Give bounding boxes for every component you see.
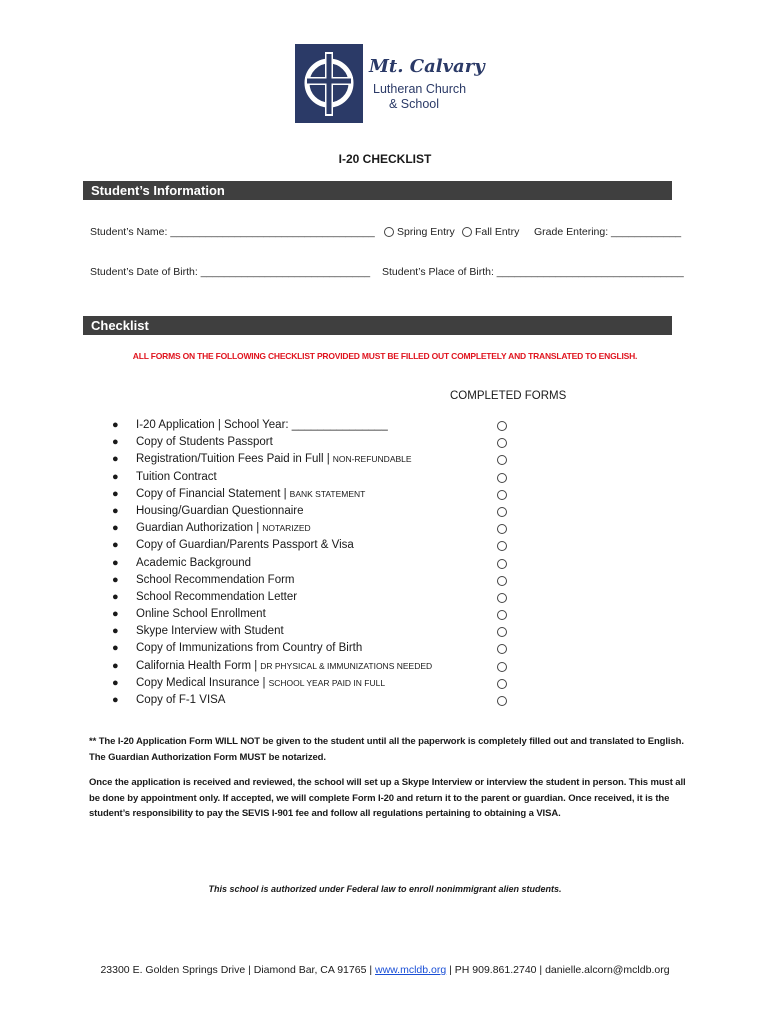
list-item-note: SCHOOL YEAR PAID IN FULL	[268, 677, 386, 688]
list-item-label	[136, 470, 217, 484]
list-item-text: Housing/Guardian Questionnaire	[136, 504, 304, 517]
school-logo	[295, 44, 485, 124]
completed-checkbox[interactable]	[497, 627, 507, 637]
list-item-label	[136, 624, 284, 638]
list-item-label	[136, 418, 388, 432]
logo-subtitle-school: & School	[389, 97, 440, 111]
bullet-icon: ●	[112, 470, 119, 483]
list-item	[112, 659, 532, 676]
list-item	[112, 487, 532, 504]
list-item	[112, 556, 532, 573]
date-of-birth-field[interactable]: Student’s Date of Birth: _____________________________	[90, 266, 371, 278]
application-note: ** The I-20 Application Form WILL NOT be given to the student until all the paperwork is completely filled out and translated to English. The Guardian Authorization Form MUST be notarized.	[89, 736, 684, 763]
fall-entry-label: Fall Entry	[475, 226, 520, 238]
list-item-label	[136, 693, 225, 707]
bullet-icon: ●	[112, 419, 119, 431]
spring-entry-option[interactable]	[384, 226, 455, 238]
list-item	[112, 504, 532, 521]
bullet-icon: ●	[112, 556, 119, 569]
bullet-icon: ●	[112, 573, 119, 586]
bullet-icon: ●	[112, 487, 119, 500]
list-item-label	[136, 452, 412, 466]
list-item-label	[136, 435, 273, 449]
completed-checkbox[interactable]	[497, 438, 507, 448]
list-item-label	[136, 659, 432, 673]
completed-checkbox[interactable]	[497, 696, 507, 706]
bullet-icon: ●	[112, 659, 119, 672]
list-item	[112, 470, 532, 487]
list-item-note: DR PHYSICAL & IMMUNIZATIONS NEEDED	[260, 660, 433, 671]
list-item-text: Online School Enrollment	[136, 608, 266, 621]
cross-emblem-icon	[295, 44, 363, 123]
completed-checkbox[interactable]	[497, 610, 507, 620]
page-title: I-20 CHECKLIST	[338, 152, 432, 166]
list-item	[112, 624, 532, 641]
fall-entry-option[interactable]	[462, 226, 519, 238]
checklist-warning: ALL FORMS ON THE FOLLOWING CHECKLIST PROVIDED MUST BE FILLED OUT COMPLETELY AND TRANSLATED TO ENGLISH.	[132, 351, 638, 361]
list-item	[112, 452, 532, 469]
grade-entering-field[interactable]: Grade Entering: ____________	[534, 226, 682, 238]
completed-checkbox[interactable]	[497, 662, 507, 672]
spring-entry-label: Spring Entry	[397, 226, 455, 238]
list-item	[112, 590, 532, 607]
completed-checkbox[interactable]	[497, 644, 507, 654]
list-item-label	[136, 607, 266, 621]
bullet-icon: ●	[112, 539, 119, 552]
checklist-items	[112, 418, 532, 710]
list-item	[112, 641, 532, 658]
completed-checkbox[interactable]	[497, 524, 507, 534]
footer	[0, 964, 770, 976]
list-item-text: School Recommendation Form	[136, 573, 295, 586]
student-info-heading: Student’s Information	[83, 181, 672, 200]
list-item-label	[136, 521, 311, 535]
list-item-text: Guardian Authorization |	[136, 522, 260, 535]
place-of-birth-field[interactable]: Student’s Place of Birth: ________________________________	[382, 266, 684, 278]
list-item-text: Tuition Contract	[136, 470, 217, 483]
list-item-label	[136, 573, 295, 587]
bullet-icon: ●	[112, 504, 119, 517]
bullet-icon: ●	[112, 694, 119, 706]
completed-checkbox[interactable]	[497, 507, 507, 517]
bullet-icon: ●	[112, 522, 119, 535]
completed-checkbox[interactable]	[497, 490, 507, 500]
list-item-text: California Health Form |	[136, 659, 258, 672]
logo-name: Mt. Calvary	[369, 56, 485, 77]
process-note: Once the application is received and reviewed, the school will set up a Skype Interview or interview the student in person. This must all be done by appointment only. If accepted, we will complete Form I-20 and return it to the parent or guardian. Once received, it is the student’s responsibility to pay the SEVIS I-901 fee and follow all regulations pertaining to obtaining a VISA.	[89, 777, 686, 819]
bullet-icon: ●	[112, 608, 119, 621]
fall-entry-radio[interactable]	[462, 227, 472, 237]
list-item-text: Copy of Immunizations from Country of Birth	[136, 642, 363, 655]
completed-checkbox[interactable]	[497, 559, 507, 569]
completed-checkboxes	[497, 421, 509, 713]
list-item-label	[136, 538, 354, 552]
completed-checkbox[interactable]	[497, 593, 507, 603]
bullet-icon: ●	[112, 642, 119, 655]
list-item	[112, 435, 532, 452]
completed-checkbox[interactable]	[497, 473, 507, 483]
list-item-label	[136, 487, 365, 501]
list-item-text: Academic Background	[136, 556, 252, 569]
completed-checkbox[interactable]	[497, 455, 507, 465]
completed-checkbox[interactable]	[497, 679, 507, 689]
list-item	[112, 676, 532, 693]
completed-checkbox[interactable]	[497, 421, 507, 431]
authorization-statement: This school is authorized under Federal law to enroll nonimmigrant alien students.	[208, 884, 562, 894]
list-item-text: School Recommendation Letter	[136, 590, 298, 603]
checklist-heading: Checklist	[83, 316, 672, 335]
list-item-text: Copy of F-1 VISA	[136, 694, 226, 706]
list-item-note: NOTARIZED	[262, 523, 311, 534]
bullet-icon: ●	[112, 625, 119, 638]
footer-address: 23300 E. Golden Springs Drive | Diamond Bar, CA 91765 |	[100, 964, 373, 976]
footer-contact: | PH 909.861.2740 | danielle.alcorn@mcldb.org	[449, 964, 670, 976]
bullet-icon: ●	[112, 676, 119, 689]
completed-checkbox[interactable]	[497, 576, 507, 586]
list-item	[112, 573, 532, 590]
bullet-icon: ●	[112, 436, 119, 449]
list-item	[112, 418, 532, 435]
website-link[interactable]: www.mcldb.org	[375, 964, 447, 976]
list-item	[112, 538, 532, 555]
student-name-field[interactable]: Student’s Name: ___________________________________	[90, 226, 375, 238]
bullet-icon: ●	[112, 453, 119, 466]
list-item-text: Skype Interview with Student	[136, 625, 284, 638]
list-item-text: Registration/Tuition Fees Paid in Full |	[136, 453, 330, 466]
list-item-label	[136, 556, 251, 570]
list-item	[112, 693, 532, 710]
list-item-note: NON-REFUNDABLE	[332, 454, 412, 465]
list-item-text: Copy of Financial Statement |	[136, 487, 287, 500]
completed-checkbox[interactable]	[497, 541, 507, 551]
list-item-label	[136, 504, 304, 518]
bullet-icon: ●	[112, 590, 119, 603]
completed-forms-header: COMPLETED FORMS	[450, 390, 567, 402]
list-item-text: Copy Medical Insurance |	[136, 676, 266, 689]
list-item-label	[136, 590, 297, 604]
list-item-text: I-20 Application | School Year: _______________	[136, 419, 388, 431]
list-item-label	[136, 641, 362, 655]
list-item	[112, 521, 532, 538]
logo-subtitle: Lutheran Church	[373, 82, 467, 96]
list-item-label	[136, 676, 385, 690]
list-item-text: Copy of Students Passport	[136, 436, 273, 449]
list-item-text: Copy of Guardian/Parents Passport & Visa	[136, 539, 354, 552]
list-item-note: BANK STATEMENT	[289, 488, 366, 499]
spring-entry-radio[interactable]	[384, 227, 394, 237]
list-item	[112, 607, 532, 624]
